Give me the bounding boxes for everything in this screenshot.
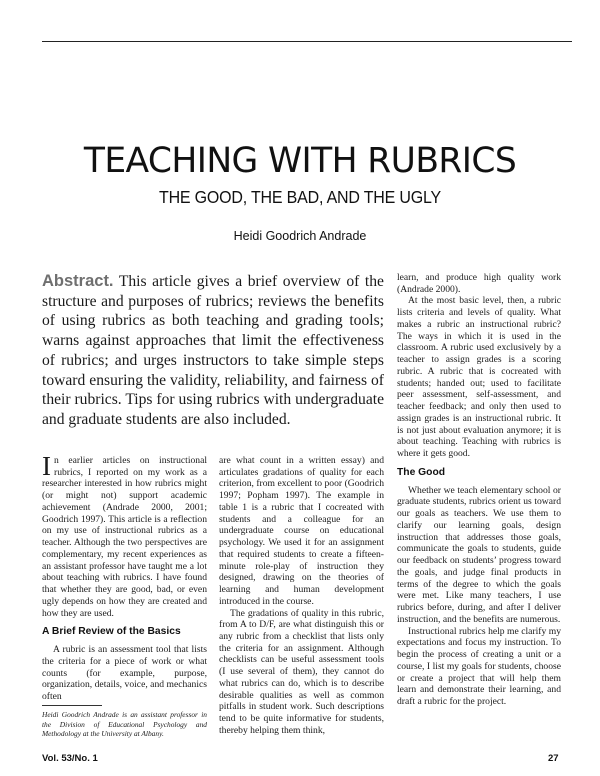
top-rule (42, 41, 572, 42)
paragraph: At the most basic level, then, a rubric lists criteria and levels of quality. What makes a rubric an instructional rubric? The ways in which it is used in the classroom. A rubric used exclusively by a teacher to assign grades is a scoring rubric. A rubric that is cocreated with students; handed out; used to facilitate peer assessment, self-assessment, and teacher feedback; and only then used to assign grades is an instructional rubric. It is not just about evaluation anymore; it is about teaching. Teaching with rubrics is where it gets good. (397, 295, 561, 460)
column-2 (219, 455, 384, 737)
abstract-label: Abstract. (42, 272, 114, 290)
article-subtitle: THE GOOD, THE BAD, AND THE UGLY (158, 187, 441, 207)
drop-cap: I (42, 451, 51, 481)
section-heading-basics: A Brief Review of the Basics (42, 626, 181, 638)
column-1 (42, 451, 207, 703)
intro-text: n earlier articles on instructional rubrics, I reported on my work as a researcher interested in how rubrics might (or might not) support academic achievement (Andrade 2000, 2001; Goodrich 1997). This article is a reflection on my use of instructional rubrics as a teacher. Although the two perspectives are complementary, my recent experiences as an assistant professor have taught me a lot about teaching with rubrics. I have found that whether they are good, bad, or even ugly depends on how they are created and how they are used. (42, 455, 207, 619)
paragraph: A rubric is an assessment tool that lists the criteria for a piece of work or what counts (for example, purpose, organization, details, voice, and mechanics often (42, 644, 207, 703)
abstract (42, 272, 384, 430)
section-heading-the-good: The Good (397, 466, 446, 478)
intro-paragraph (42, 451, 207, 619)
column-3 (397, 272, 561, 708)
paragraph: learn, and produce high quality work (Andrade 2000). (397, 272, 561, 295)
paragraph: Whether we teach elementary school or graduate students, rubrics orient us toward our goals as teachers. We use them to clarify our learning goals, design instruction that addresses those goals, communicate the goals to students, guide our feedback on students’ progress toward the goals, and judge final products in terms of the degree to which the goals were met. Like many teachers, I use rubrics before, during, and after I deliver instruction, and the benefits are numerous. (397, 484, 561, 625)
author-footnote: Heidi Goodrich Andrade is an assistant professor in the Division of Educational Psychology and Methodology at the University at Albany. (42, 710, 207, 739)
page-number: 27 (548, 753, 559, 764)
abstract-text: This article gives a brief overview of the structure and purposes of rubrics; reviews the benefits of using rubrics as both teaching and grading tools; warns against approaches that limit the effectiveness of rubrics; and urges instructors to take simple steps toward ensuring the validity, reliability, and fairness of their rubrics. Tips for using rubrics with undergraduate and graduate students are also included. (42, 273, 384, 428)
paragraph: The gradations of quality in this rubric, from A to D/F, are what distinguish this or any rubric from a checklist that lists only the criteria for an assignment. Although checklists can be useful assessment tools (I use several of them), they cannot do what rubrics can do, which is to describe desirable qualities as well as common pitfalls in student work. Such descriptions tend to be quite informative for students, thereby helping them think, (219, 607, 384, 736)
footnote-rule (42, 705, 102, 706)
paragraph: Instructional rubrics help me clarify my expectations and focus my instruction. To begin the process of creating a unit or a course, I list my goals for students, choose or create a project that will help them learn and demonstrate their learning, and draft a rubric for the project. (397, 625, 561, 707)
author-name: Heidi Goodrich Andrade (233, 229, 367, 243)
paragraph: are what count in a written essay) and articulates gradations of quality for each criterion, from excellent to poor (Goodrich 1997; Popham 1997). The example in table 1 is a rubric that I cocreated with students and a colleague for an undergraduate course on educational psychology. We used it for an assignment that required students to create a fifteen-minute role-play of instruction they designed, drawing on the theories of learning and human development introduced in the course. (219, 455, 384, 607)
volume-info: Vol. 53/No. 1 (42, 753, 98, 764)
article-title: TEACHING WITH RUBRICS (83, 141, 517, 181)
